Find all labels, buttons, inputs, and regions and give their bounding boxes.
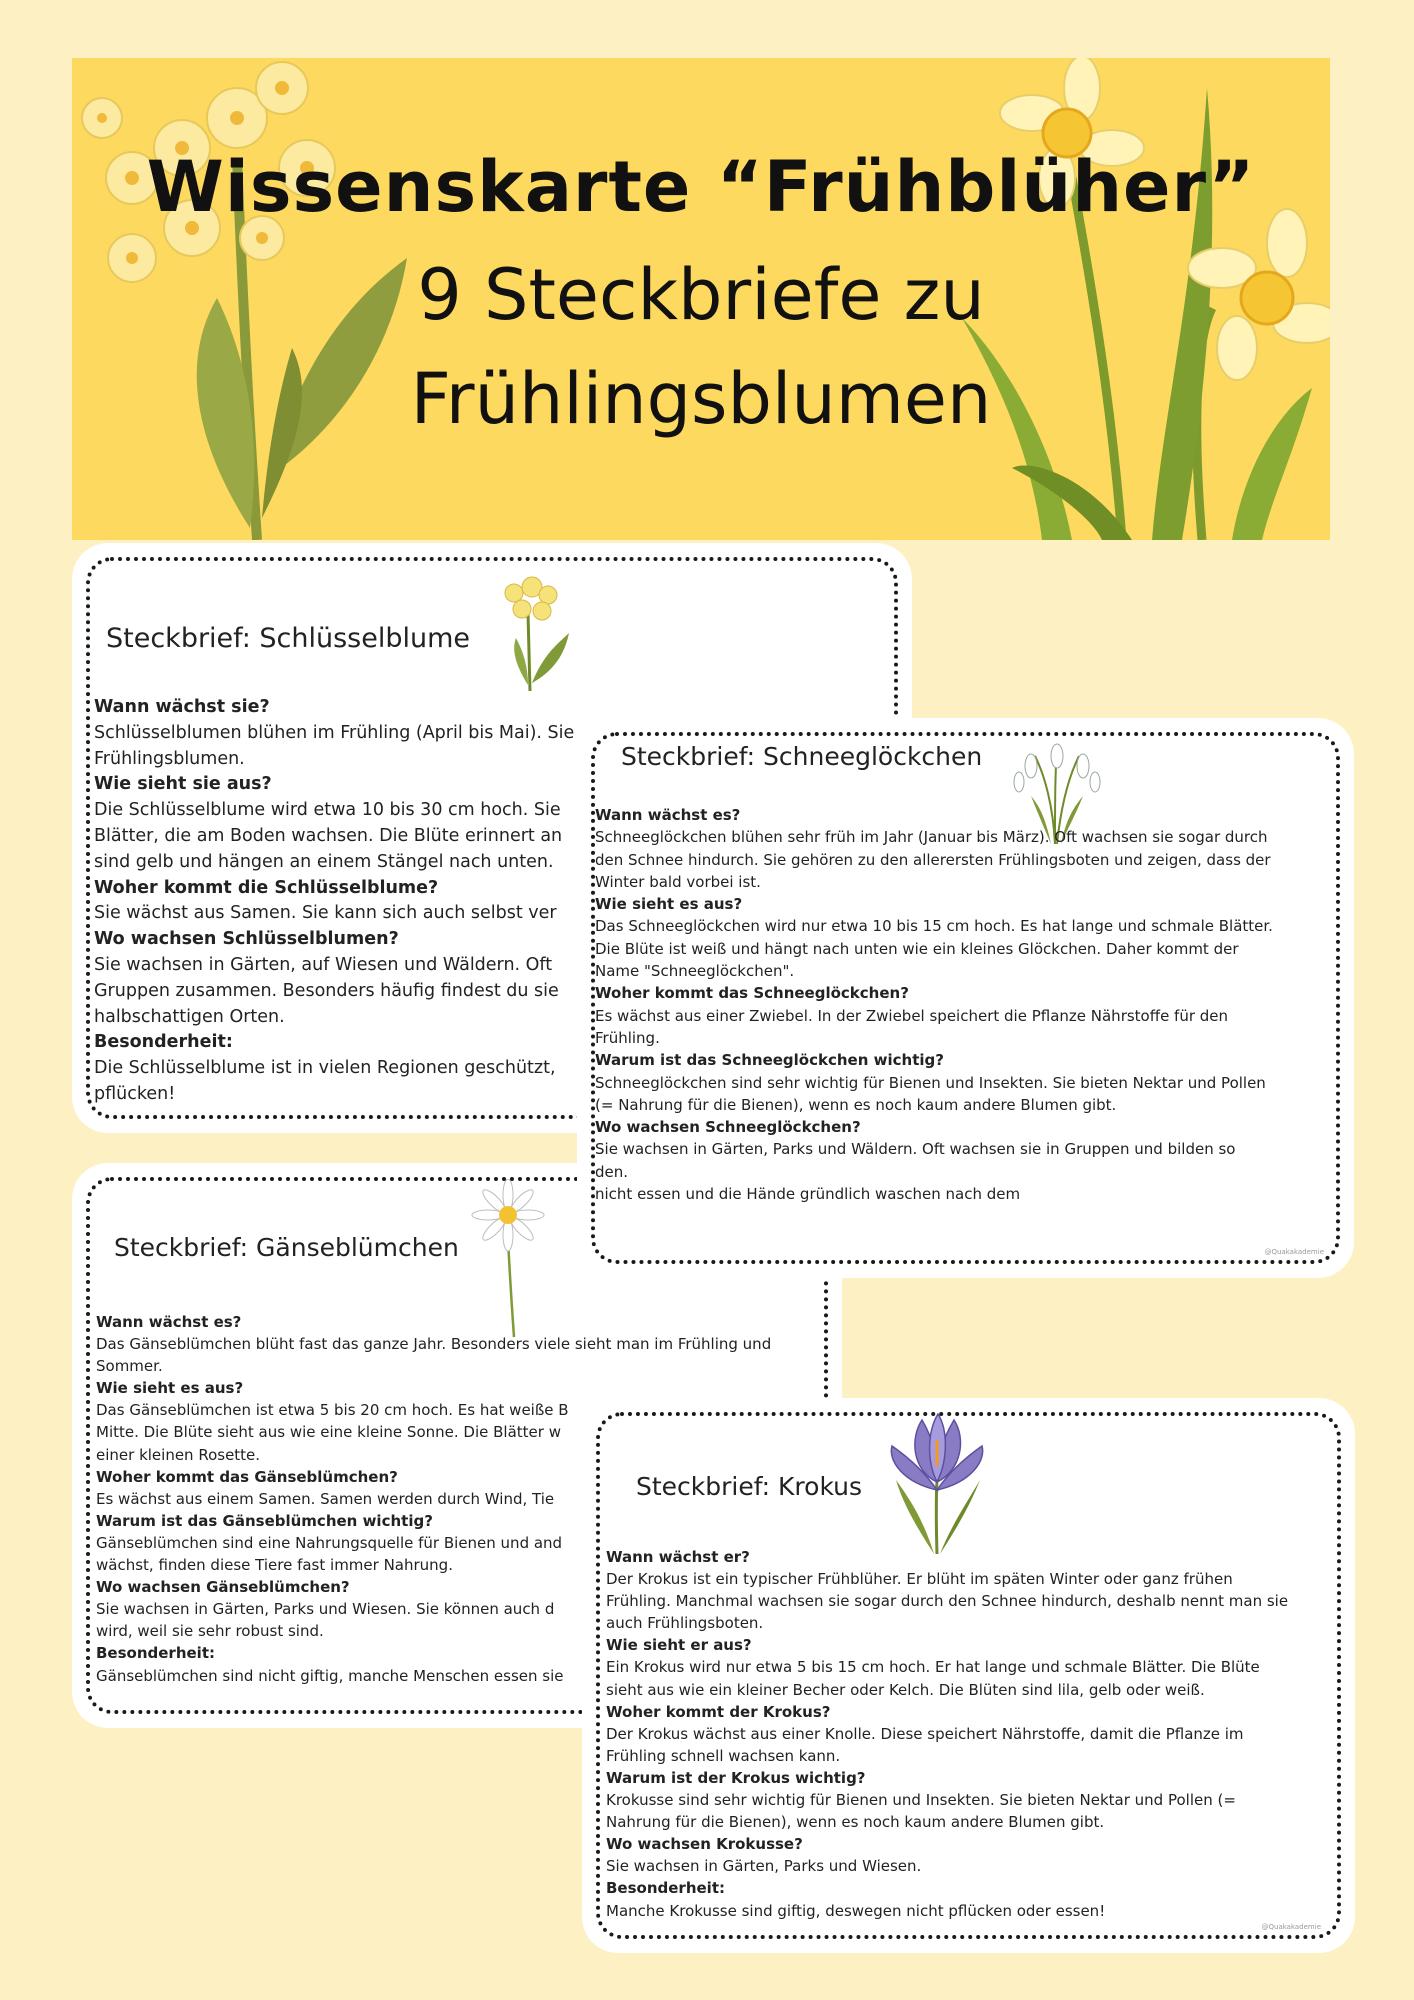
card-text-line: nicht essen und die Hände gründlich waschen nach dem: [595, 1185, 1021, 1204]
card-question: Besonderheit:: [96, 1644, 215, 1663]
card-question: Warum ist der Krokus wichtig?: [606, 1768, 866, 1787]
card-question: Wo wachsen Schneeglöckchen?: [595, 1118, 861, 1137]
card-text-line: Mitte. Die Blüte sieht aus wie eine kleine Sonne. Die Blätter w: [96, 1423, 561, 1442]
card-text-line: Nahrung für die Bienen), wenn es noch kaum andere Blumen gibt.: [606, 1813, 1105, 1832]
card-body: [595, 804, 1335, 1205]
crocus-icon: [882, 1410, 992, 1556]
card-text-line: Frühling. Manchmal wachsen sie sogar durch den Schnee hindurch, deshalb nennt man sie: [606, 1592, 1289, 1611]
card-question: Wo wachsen Gänseblümchen?: [96, 1578, 350, 1597]
card-text-line: Winter bald vorbei ist.: [595, 872, 761, 891]
card-text-line: (= Nahrung für die Bienen), wenn es noch kaum andere Blumen gibt.: [595, 1095, 1117, 1114]
card-question: Wie sieht sie aus?: [94, 774, 272, 795]
card-text-line: Das Gänseblümchen ist etwa 5 bis 20 cm hoch. Es hat weiße B: [96, 1401, 569, 1420]
card-question: Wo wachsen Schlüsselblumen?: [94, 929, 399, 950]
card-text-line: Gänseblümchen sind nicht giftig, manche Menschen essen sie: [96, 1666, 564, 1685]
card-text-line: Ein Krokus wird nur etwa 5 bis 15 cm hoch. Er hat lange und schmale Blätter. Die Blüte: [606, 1658, 1260, 1677]
card-question: Woher kommt die Schlüsselblume?: [94, 877, 439, 898]
card-text-line: Es wächst aus einem Samen. Samen werden durch Wind, Tie: [96, 1489, 555, 1508]
card-text-line: Blätter, die am Boden wachsen. Die Blüte erinnert an: [94, 825, 563, 846]
card-text-line: sieht aus wie ein kleiner Becher oder Kelch. Die Blüten sind lila, gelb oder weiß.: [606, 1680, 1205, 1699]
card-question: Wann wächst sie?: [94, 697, 270, 717]
watermark: @Quakakademie: [1264, 1248, 1324, 1256]
card-title: Steckbrief: Schneeglöckchen: [621, 742, 983, 771]
card-text-line: Manche Krokusse sind giftig, deswegen nicht pflücken oder essen!: [606, 1901, 1106, 1920]
card-text-line: Frühlingsblumen.: [94, 748, 245, 769]
card-question: Warum ist das Gänseblümchen wichtig?: [96, 1511, 433, 1530]
card-text-line: Sie wachsen in Gärten, Parks und Wäldern. Oft wachsen sie in Gruppen und bilden so: [595, 1140, 1236, 1159]
card-text-line: Sommer.: [96, 1357, 163, 1376]
card-text-line: Sie wachsen in Gärten, auf Wiesen und Wäldern. Oft: [94, 954, 553, 975]
header-banner: [72, 58, 1330, 540]
card-question: Wann wächst es?: [96, 1313, 242, 1331]
card-text-line: Sie wachsen in Gärten, Parks und Wiesen. Sie können auch d: [96, 1600, 555, 1619]
card-question: Woher kommt das Schneeglöckchen?: [595, 984, 909, 1003]
card-text-line: Frühling schnell wachsen kann.: [606, 1746, 841, 1765]
card-text-line: Gänseblümchen sind eine Nahrungsquelle für Bienen und and: [96, 1533, 563, 1552]
primrose-icon: [484, 573, 574, 693]
card-text-line: Schneeglöckchen sind sehr wichtig für Bienen und Insekten. Sie bieten Nektar und Pollen: [595, 1073, 1266, 1092]
banner-title: Wissenskarte “Frühblüher”: [146, 146, 1256, 228]
card-text-line: wächst, finden diese Tiere fast immer Nahrung.: [96, 1556, 453, 1575]
card-text-line: Die Schlüsselblume wird etwa 10 bis 30 cm hoch. Sie: [94, 800, 561, 821]
card-text-line: halbschattigen Orten.: [94, 1006, 285, 1027]
card-text-line: den.: [595, 1162, 629, 1181]
card-text-line: Gruppen zusammen. Besonders häufig findest du sie: [94, 980, 559, 1001]
card-text-line: pflücken!: [94, 1083, 176, 1104]
card-text-line: einer kleinen Rosette.: [96, 1445, 261, 1464]
card-text-line: Die Blüte ist weiß und hängt nach unten wie ein kleines Glöckchen. Daher kommt der: [595, 939, 1239, 958]
card-question: Wie sieht es aus?: [96, 1379, 244, 1398]
card-text-line: sind gelb und hängen an einem Stängel nach unten.: [94, 851, 554, 872]
card-text-line: Frühling.: [595, 1028, 660, 1047]
card-text-line: Sie wachsen in Gärten, Parks und Wiesen.: [606, 1857, 922, 1876]
card-text-line: wird, weil sie sehr robust sind.: [96, 1622, 324, 1641]
card-question: Besonderheit:: [94, 1032, 233, 1053]
card-title: Steckbrief: Krokus: [636, 1472, 863, 1501]
card-schneegloeckchen: [577, 718, 1354, 1278]
card-question: Wann wächst er?: [606, 1548, 750, 1566]
card-text-line: Die Schlüsselblume ist in vielen Regionen geschützt,: [94, 1058, 556, 1079]
card-question: Warum ist das Schneeglöckchen wichtig?: [595, 1051, 944, 1070]
card-text-line: Name "Schneeglöckchen".: [595, 962, 795, 981]
card-question: Woher kommt das Gänseblümchen?: [96, 1467, 398, 1486]
banner-subtitle-line1: 9 Steckbriefe zu: [417, 254, 985, 336]
card-body: [606, 1546, 1336, 1922]
card-question: Besonderheit:: [606, 1879, 725, 1898]
card-text-line: Es wächst aus einer Zwiebel. In der Zwiebel speichert die Pflanze Nährstoffe für den: [595, 1006, 1229, 1025]
card-text-line: Der Krokus ist ein typischer Frühblüher. Er blüht im späten Winter oder ganz frühen: [606, 1570, 1233, 1589]
card-text-line: Das Gänseblümchen blüht fast das ganze Jahr. Besonders viele sieht man im Frühling und: [96, 1335, 772, 1354]
card-text-line: Schneeglöckchen blühen sehr früh im Jahr (Januar bis März). Oft wachsen sie sogar durch: [595, 828, 1268, 847]
card-text-line: den Schnee hindurch. Sie gehören zu den allerersten Frühlingsboten und zeigen, dass der: [595, 850, 1271, 869]
card-title: Steckbrief: Gänseblümchen: [114, 1233, 459, 1262]
card-text-line: auch Frühlingsboten.: [606, 1614, 764, 1633]
card-text-line: Das Schneeglöckchen wird nur etwa 10 bis 15 cm hoch. Es hat lange und schmale Blätter.: [595, 917, 1273, 936]
watermark: @Quakakademie: [1261, 1923, 1321, 1931]
banner-subtitle-line2: Frühlingsblumen: [410, 358, 992, 440]
card-krokus: [582, 1398, 1355, 1953]
card-text-line: Sie wächst aus Samen. Sie kann sich auch selbst ver: [94, 903, 557, 924]
card-text-line: Schlüsselblumen blühen im Frühling (April bis Mai). Sie: [94, 722, 575, 743]
card-question: Woher kommt der Krokus?: [606, 1702, 831, 1721]
card-question: Wie sieht es aus?: [595, 895, 743, 914]
card-text-line: Krokusse sind sehr wichtig für Bienen und Insekten. Sie bieten Nektar und Pollen (=: [606, 1791, 1236, 1810]
card-question: Wo wachsen Krokusse?: [606, 1835, 803, 1854]
card-question: Wann wächst es?: [595, 806, 741, 824]
card-text-line: Der Krokus wächst aus einer Knolle. Diese speichert Nährstoffe, damit die Pflanze im: [606, 1724, 1244, 1743]
card-question: Wie sieht er aus?: [606, 1636, 752, 1655]
card-title: Steckbrief: Schlüsselblume: [106, 623, 471, 654]
